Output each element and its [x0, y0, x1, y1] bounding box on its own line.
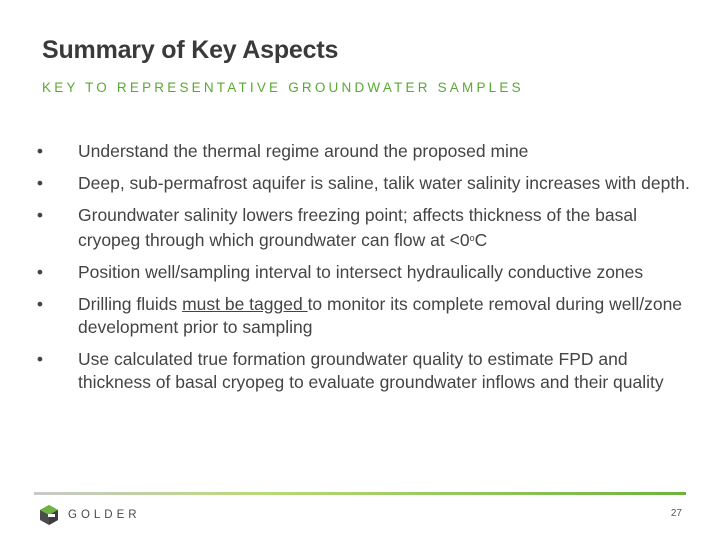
logo-wordmark: GOLDER	[68, 509, 141, 521]
bullet-text: Understand the thermal regime around the proposed mine	[78, 141, 529, 161]
bullet-text	[78, 205, 637, 250]
bullet-item	[34, 348, 694, 394]
page-number: 27	[670, 508, 682, 519]
bullet-text: Use calculated true formation groundwater quality to estimate FPD and thickness of basal cryopeg to evaluate groundwater inflows and their quality	[78, 349, 664, 392]
bullet-text-rest: to monitor its complete removal during well/zone development prior to sampling	[78, 294, 683, 337]
bullet-text: Deep, sub-permafrost aquifer is saline, talik water salinity increases with depth.	[78, 173, 690, 193]
bullet-dot: •	[36, 349, 44, 369]
golder-logo	[38, 503, 141, 527]
bullet-text: Position well/sampling interval to intersect hydraulically conductive zones	[78, 262, 644, 282]
underlined-phrase: must be tagged	[182, 294, 308, 314]
bullet-dot: •	[36, 141, 44, 161]
bullet-text-lead: Drilling fluids	[78, 294, 183, 314]
bullet-item	[34, 261, 694, 284]
bullet-item	[34, 140, 694, 163]
bullet-text	[78, 294, 682, 337]
bullet-dot: •	[36, 205, 44, 225]
bullet-item	[34, 204, 694, 252]
slide-subtitle: KEY TO REPRESENTATIVE GROUNDWATER SAMPLES	[42, 80, 524, 95]
degree-superscript: o	[469, 233, 475, 243]
bullet-dot: •	[36, 173, 44, 193]
bullet-item	[34, 172, 694, 195]
bullet-dot: •	[36, 294, 44, 314]
slide-title: Summary of Key Aspects	[42, 36, 339, 64]
bullet-text-main: Groundwater salinity lowers freezing point; affects thickness of the basal cryopeg through which groundwater can flow at <0	[78, 205, 637, 250]
footer-divider	[34, 492, 686, 495]
bullet-text-unit: C	[474, 230, 488, 250]
bullet-item	[34, 293, 694, 339]
bullet-list	[34, 140, 694, 403]
bullet-dot: •	[36, 262, 44, 282]
golder-g-icon	[38, 504, 60, 526]
